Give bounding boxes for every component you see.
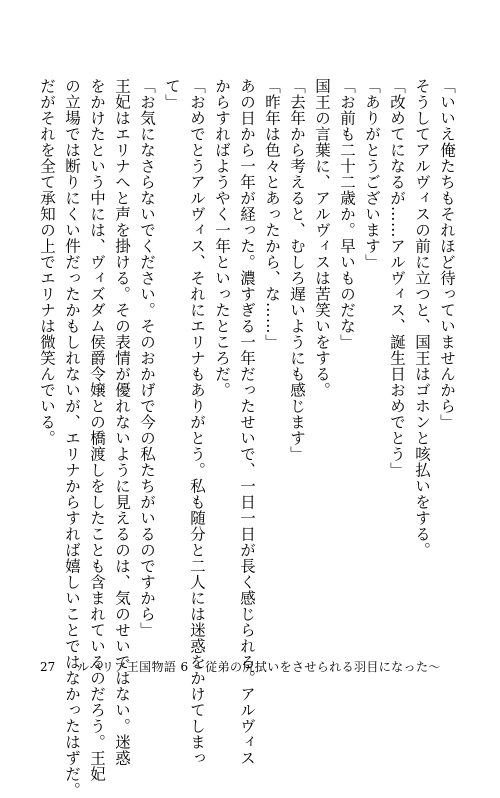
running-title: ルベリア王国物語 6 〜従弟の尻拭いをさせられる羽目になった〜: [77, 660, 441, 674]
text-line: て」: [163, 78, 181, 110]
text-line: 「去年から考えると、むしろ遅いようにも感じます」: [288, 78, 306, 462]
text-line: 「いいえ俺たちもそれほど待っていませんから」: [438, 78, 456, 430]
text-line: 「改めてになるが……アルヴィス、誕生日おめでとう」: [388, 78, 406, 478]
text-line: 「お前も二十二歳か。早いものだな」: [338, 78, 356, 350]
text-line: 「お気になさらないでください。そのおかげで今の私たちがいるのですから」: [138, 78, 156, 638]
text-line: からすればようやく一年といったところだ。: [213, 78, 231, 398]
page-footer: [40, 658, 441, 675]
text-line: 王妃はエリナへと声を掛ける。その表情が優れないように見えるのは、気のせいではない。迷惑: [113, 78, 131, 766]
text-line: そうしてアルヴィスの前に立つと、国王はゴホンと咳払いをする。: [413, 78, 431, 558]
text-line: 「おめでとうアルヴィス、それにエリナもありがとう。私も随分と二人には迷惑をかけてしまっ: [188, 78, 206, 766]
text-line: 「昨年は色々とあったから、な……」: [263, 78, 281, 350]
text-line: の立場では断りにくい件だったかもしれないが、エリナからすれば嬉しいことではなかったはずだ。: [63, 78, 81, 798]
page-number: 27: [40, 660, 56, 674]
text-line: 国王の言葉に、アルヴィスは苦笑いをする。: [313, 78, 331, 398]
text-line: 「ありがとうございます」: [363, 78, 381, 270]
text-line: だがそれを全て承知の上でエリナは微笑んでいる。: [38, 78, 56, 446]
text-line: をかけたという中には、ヴィズダム侯爵令嬢との橋渡しをしたことも含まれているのだろう。王妃: [88, 78, 106, 782]
text-line: あの日から一年が経った。濃すぎる一年だったせいで、一日一日が長く感じられる。アルヴィス: [238, 78, 256, 766]
